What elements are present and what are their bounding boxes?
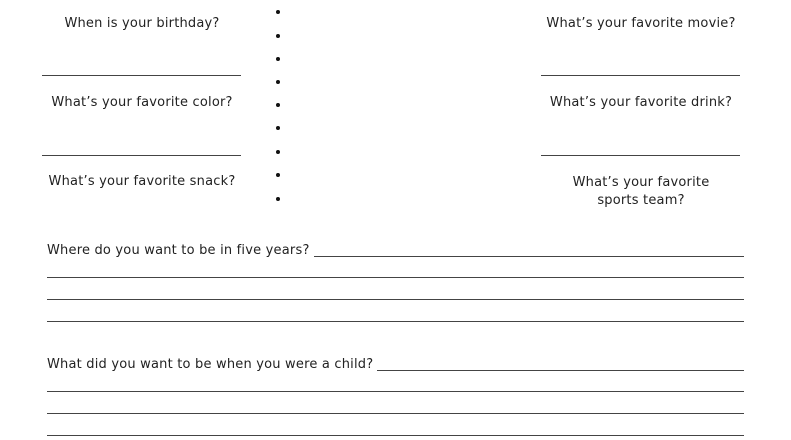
- question-favorite-movie: What’s your favorite movie?: [546, 16, 736, 31]
- answer-line-five-years-4[interactable]: [47, 321, 744, 322]
- divider-dot: [276, 126, 280, 130]
- question-favorite-color: What’s your favorite color?: [51, 95, 233, 110]
- question-five-years: Where do you want to be in five years?: [47, 242, 314, 260]
- divider-dot: [276, 57, 280, 61]
- answer-line-child-2[interactable]: [47, 391, 744, 392]
- divider-dot: [276, 197, 280, 201]
- answer-line-birthday[interactable]: [42, 75, 241, 76]
- answer-line-favorite-movie[interactable]: [541, 75, 740, 76]
- answer-line-child-3[interactable]: [47, 413, 744, 414]
- question-birthday: When is your birthday?: [64, 16, 220, 31]
- divider-dot: [276, 150, 280, 154]
- divider-dot: [276, 80, 280, 84]
- question-child-dream: What did you want to be when you were a child?: [47, 356, 377, 374]
- divider-dot: [276, 34, 280, 38]
- question-favorite-drink: What’s your favorite drink?: [549, 95, 733, 110]
- divider-dot: [276, 103, 280, 107]
- question-favorite-snack: What’s your favorite snack?: [48, 174, 236, 189]
- answer-line-five-years-3[interactable]: [47, 299, 744, 300]
- answer-line-five-years-2[interactable]: [47, 277, 744, 278]
- answer-line-child-4[interactable]: [47, 435, 744, 436]
- divider-dot: [276, 173, 280, 177]
- answer-line-favorite-color[interactable]: [42, 155, 241, 156]
- divider-dot: [276, 10, 280, 14]
- question-favorite-sports-team: What’s your favorite sports team?: [572, 175, 710, 208]
- answer-line-favorite-drink[interactable]: [541, 155, 740, 156]
